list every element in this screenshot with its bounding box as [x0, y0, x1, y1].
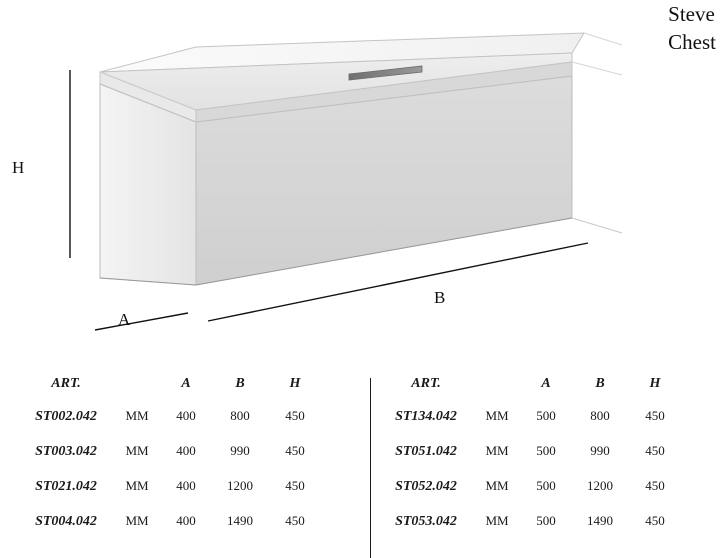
table-header-row: [378, 376, 682, 408]
cell-a: 400: [176, 513, 196, 528]
cell-b: 800: [590, 408, 610, 423]
cell-art: ST021.042: [35, 479, 97, 494]
cell-h: 450: [285, 443, 305, 458]
product-title-line2: Chest: [668, 30, 716, 54]
product-title-line1: Steve: [668, 2, 715, 26]
cell-a: 500: [536, 408, 556, 423]
spec-table-left-wrapper: [0, 376, 360, 548]
column-header-h: H: [289, 376, 301, 391]
dimension-line-depth: [95, 313, 188, 330]
cell-a: 400: [176, 443, 196, 458]
spec-table-left: [18, 376, 322, 548]
column-header-b: B: [595, 376, 605, 391]
cell-art: ST003.042: [35, 444, 97, 459]
cell-a: 500: [536, 443, 556, 458]
cell-a: 400: [176, 478, 196, 493]
cell-art: ST051.042: [395, 444, 457, 459]
column-header-art: ART.: [51, 376, 81, 391]
cell-unit: MM: [485, 478, 509, 493]
cell-unit: MM: [125, 478, 149, 493]
dimension-label-height: H: [12, 158, 25, 177]
cell-unit: MM: [485, 513, 509, 528]
table-row: [18, 513, 322, 548]
spec-table-right: [378, 376, 682, 548]
cell-b: 990: [230, 443, 250, 458]
cell-unit: MM: [125, 513, 149, 528]
column-header-b: B: [235, 376, 245, 391]
column-header-art: ART.: [411, 376, 441, 391]
dimension-label-depth: A: [118, 310, 131, 329]
column-header-unit: [114, 376, 160, 408]
cell-art: ST004.042: [35, 514, 97, 529]
cell-a: 500: [536, 478, 556, 493]
table-row: [378, 513, 682, 548]
cell-art: ST053.042: [395, 514, 457, 529]
cell-a: 500: [536, 513, 556, 528]
table-row: [378, 478, 682, 513]
cell-unit: MM: [125, 443, 149, 458]
table-row: [18, 478, 322, 513]
cell-b: 1200: [227, 478, 253, 493]
column-header-unit: [474, 376, 520, 408]
table-header-row: [18, 376, 322, 408]
cell-h: 450: [285, 408, 305, 423]
table-row: [378, 443, 682, 478]
table-row: [378, 408, 682, 443]
cell-b: 1200: [587, 478, 613, 493]
cell-b: 1490: [227, 513, 253, 528]
cell-art: ST002.042: [35, 409, 97, 424]
cell-a: 400: [176, 408, 196, 423]
spec-tables: [0, 376, 722, 548]
column-header-h: H: [649, 376, 661, 391]
table-row: [18, 408, 322, 443]
cell-unit: MM: [125, 408, 149, 423]
cell-b: 1490: [587, 513, 613, 528]
cell-art: ST134.042: [395, 409, 457, 424]
table-row: [18, 443, 322, 478]
column-header-a: A: [181, 376, 191, 391]
cell-h: 450: [285, 478, 305, 493]
cell-unit: MM: [485, 408, 509, 423]
column-header-a: A: [541, 376, 551, 391]
cell-art: ST052.042: [395, 479, 457, 494]
cell-h: 450: [645, 513, 665, 528]
cell-h: 450: [645, 443, 665, 458]
dimension-label-length: B: [434, 288, 446, 307]
cell-h: 450: [645, 408, 665, 423]
cell-unit: MM: [485, 443, 509, 458]
cell-b: 800: [230, 408, 250, 423]
cell-h: 450: [645, 478, 665, 493]
cell-h: 450: [285, 513, 305, 528]
cell-b: 990: [590, 443, 610, 458]
spec-table-right-wrapper: [360, 376, 722, 548]
